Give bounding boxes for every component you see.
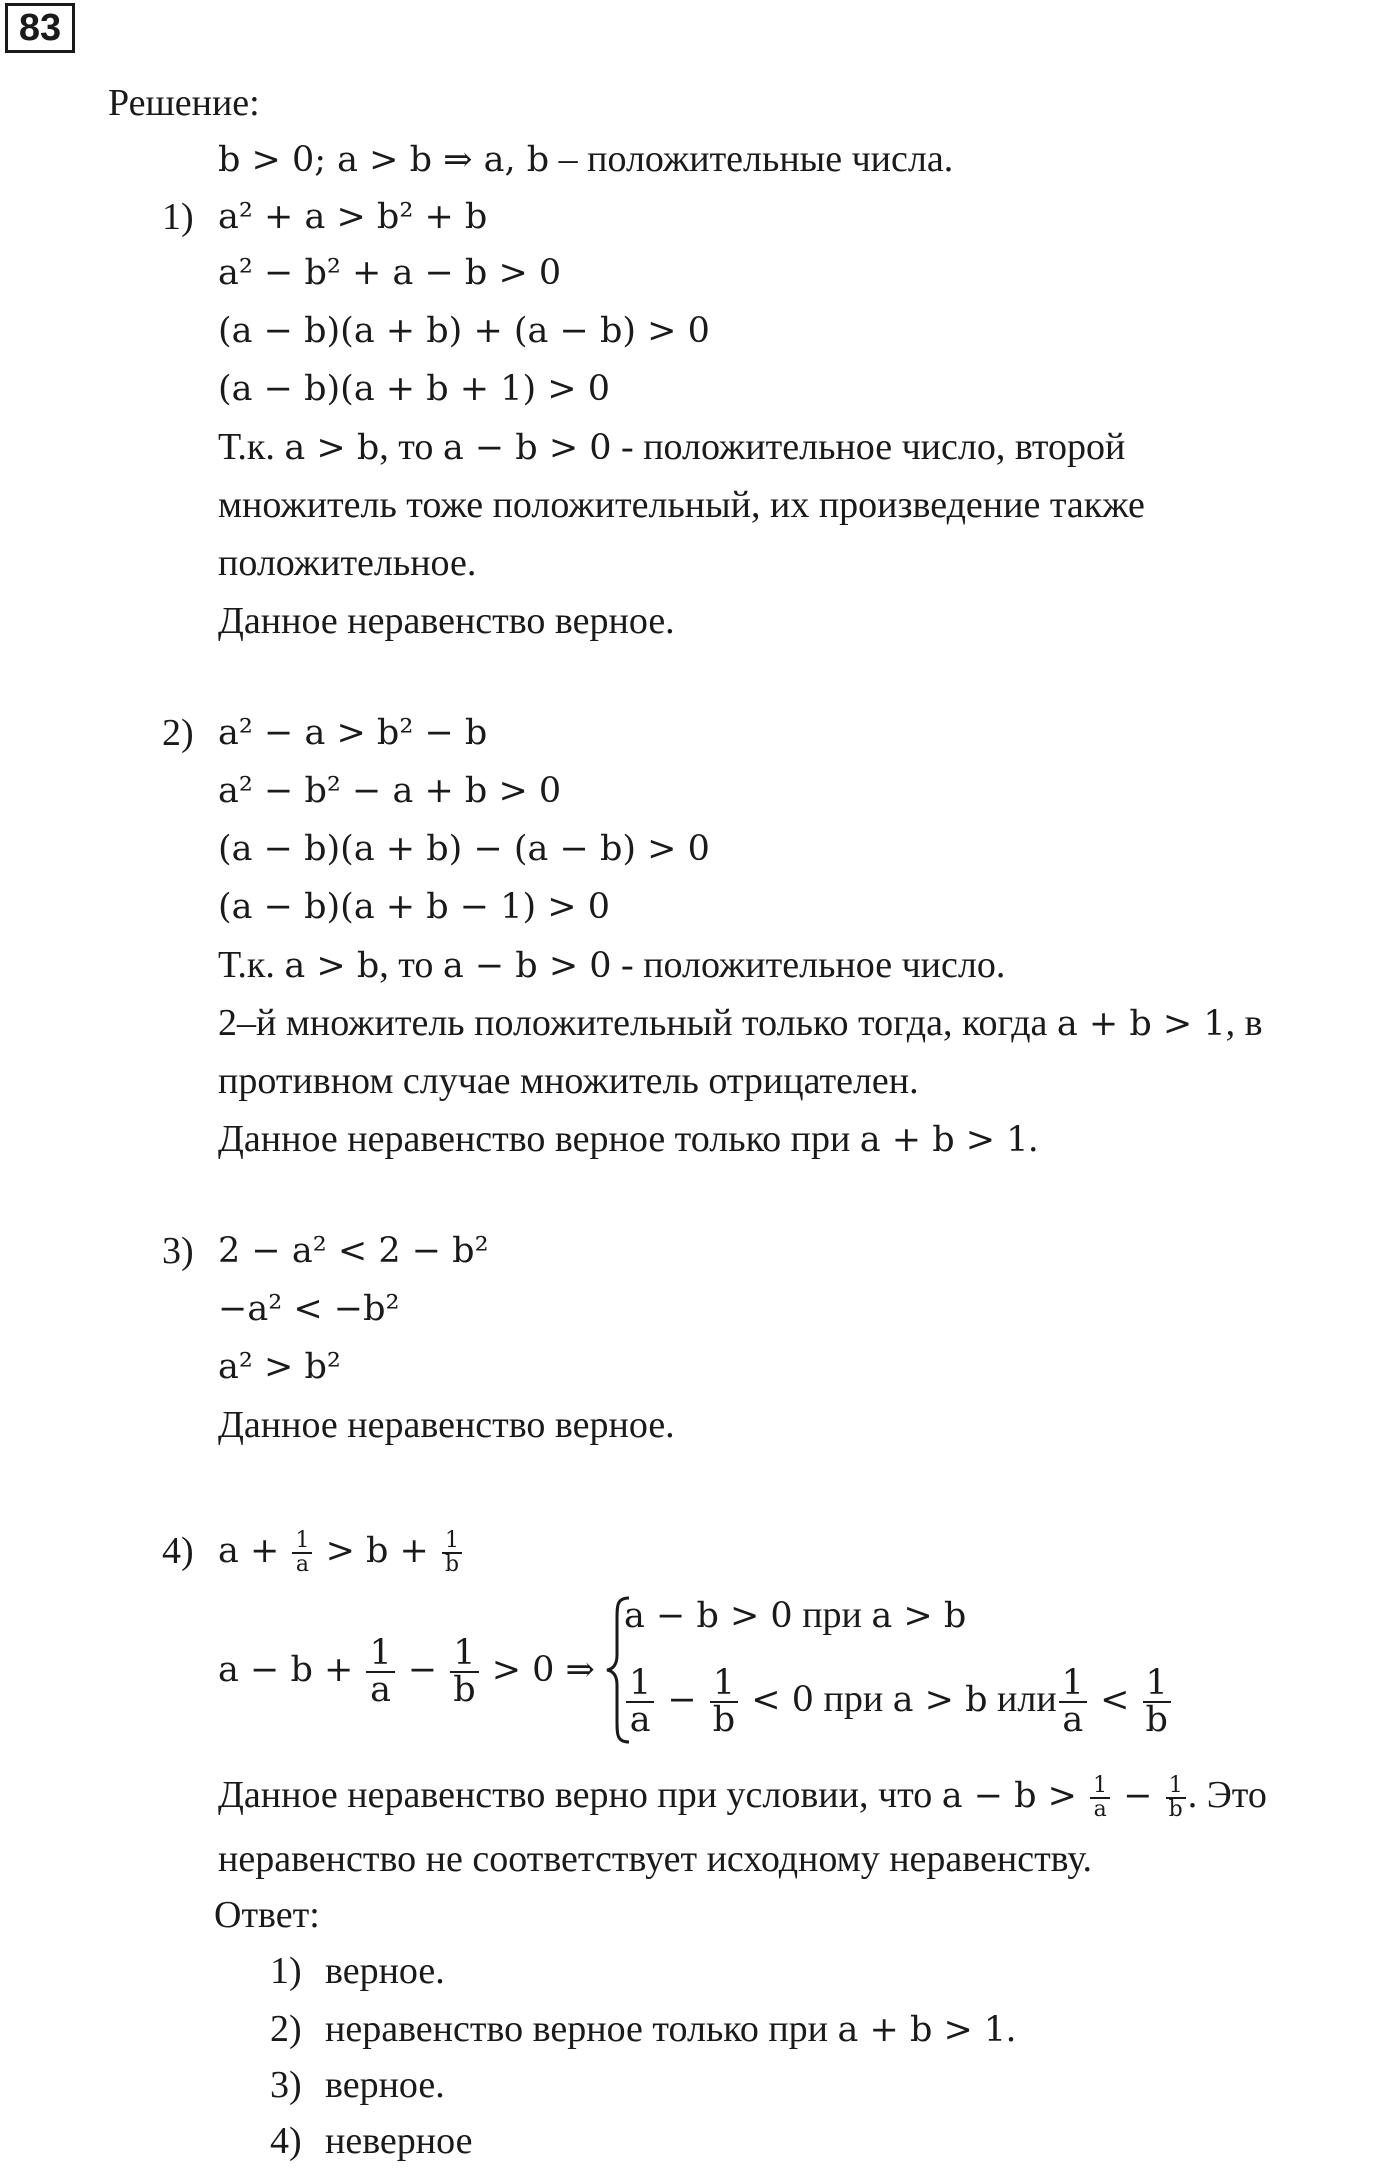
numerator: 1 [1090,1775,1110,1799]
part2-reason [218,942,1005,989]
part1-text: положительное. [218,542,477,584]
part4-text: неравенство не соответствует исходному неравенству. [218,1838,1093,1880]
fraction [442,1527,462,1577]
numerator: 1 [450,1636,478,1673]
math-text: > 0 ⇒ [480,1650,595,1690]
conclusion-text: . Это [1187,1774,1267,1816]
condition-math: b > 0; a > b ⇒ a, b [218,140,550,180]
system-text: при [814,1678,893,1720]
fraction [292,1527,312,1577]
math-text: a − b + [218,1650,365,1690]
conclusion-text: Данное неравенство верно при условии, что [218,1774,942,1816]
part1-number: 1) [162,196,194,238]
answer-number: 3) [270,2064,302,2106]
part1-step: a² + a > b² + b [218,197,488,237]
second-factor-math: a + b > 1 [1056,1004,1226,1044]
numerator: 1 [710,1666,738,1703]
condition-line [218,136,953,183]
answer-text: неравенство верное только при [325,2008,838,2050]
fraction [366,1632,394,1710]
system-row-2 [624,1654,1173,1745]
system-row-1 [624,1592,966,1639]
answer-item: верное. [325,2064,445,2106]
fraction [1059,1662,1087,1740]
part4-inequality [218,1518,464,1584]
math-text: a − b > 0 [624,1596,793,1636]
answer-title: Ответ: [214,1894,320,1936]
system-text: или [987,1678,1057,1720]
part3-step: a² > b² [218,1347,341,1387]
system-text: при [792,1594,872,1636]
conclusion-math: a − b > [941,1776,1089,1816]
answer-item: неверное [325,2120,473,2162]
reason-text: Т.к. [218,426,285,468]
reason-text: - положительное число. [611,944,1006,986]
answer-item: верное. [325,1950,445,1992]
numerator: 1 [1166,1775,1186,1799]
answer-math: a + b > 1 [837,2010,1007,2050]
reason-text: , то [379,426,443,468]
part3-number: 3) [162,1230,194,1272]
conclusion-text: . [1028,1118,1038,1160]
denominator: b [444,1551,460,1577]
part2-step: (a − b)(a + b − 1) > 0 [218,887,611,927]
part4-conclusion [218,1762,1267,1829]
fraction [710,1662,738,1740]
reason-text: - положительное число, второй [611,426,1126,468]
part2-second-factor [218,1000,1263,1047]
math-text: < 0 [740,1680,814,1720]
denominator: b [453,1669,476,1710]
second-factor-text: 2–й множитель положительный только тогда, когда [218,1002,1057,1044]
part1-conclusion: Данное неравенство верное. [218,600,675,642]
part3-step: −a² < −b² [218,1289,400,1329]
denominator: a [629,1699,651,1740]
part4-transform [218,1625,595,1715]
part2-text: противном случае множитель отрицателен. [218,1060,919,1102]
part2-conclusion [218,1116,1038,1163]
part1-reason [218,424,1125,471]
conclusion-math: − [1112,1776,1164,1816]
fraction [1166,1775,1186,1821]
answer-number: 4) [270,2120,302,2162]
conclusion-math: a + b > 1 [859,1120,1029,1160]
part1-step: (a − b)(a + b + 1) > 0 [218,369,611,409]
numerator: 1 [366,1636,394,1673]
part3-step: 2 − a² < 2 − b² [218,1231,489,1271]
fraction [1143,1662,1171,1740]
part1-text: множитель тоже положительный, их произведение также [218,484,1145,526]
answer-text: . [1006,2008,1016,2050]
math-text: − [396,1650,449,1690]
denominator: a [370,1669,392,1710]
part3-conclusion: Данное неравенство верное. [218,1404,675,1446]
part1-step: (a − b)(a + b) + (a − b) > 0 [218,311,710,351]
reason-math: a > b [284,946,380,986]
denominator: a [295,1551,310,1577]
denominator: b [1168,1797,1183,1823]
fraction [450,1632,478,1710]
reason-math: a − b > 0 [442,428,612,468]
numerator: 1 [442,1530,462,1554]
part2-step: a² − b² − a + b > 0 [218,771,562,811]
denominator: b [712,1699,736,1740]
condition-text: – положительные числа. [549,138,954,180]
math-text: a > b [871,1596,967,1636]
fraction [626,1662,654,1740]
second-factor-text: , в [1225,1002,1263,1044]
part2-step: a² − a > b² − b [218,713,488,753]
fraction [1090,1775,1110,1821]
part2-step: (a − b)(a + b) − (a − b) > 0 [218,829,710,869]
task-number-badge: 83 [5,3,75,53]
math-text: a > b [892,1680,988,1720]
answer-number: 1) [270,1950,302,1992]
answer-item [325,2006,1016,2053]
math-text: − [656,1680,708,1720]
numerator: 1 [292,1530,312,1554]
part1-step: a² − b² + a − b > 0 [218,253,562,293]
denominator: a [1093,1797,1107,1823]
reason-text: , то [379,944,443,986]
denominator: a [1062,1699,1084,1740]
conclusion-text: Данное неравенство верное только при [218,1118,860,1160]
part2-number: 2) [162,712,194,754]
math-text: a + [218,1531,291,1571]
denominator: b [1145,1699,1168,1740]
part4-number: 4) [162,1530,194,1572]
numerator: 1 [1143,1666,1171,1703]
numerator: 1 [626,1666,654,1703]
math-text: > b + [314,1531,441,1571]
math-text: < [1088,1680,1141,1720]
reason-text: Т.к. [218,944,285,986]
answer-number: 2) [270,2008,302,2050]
reason-math: a − b > 0 [442,946,612,986]
reason-math: a > b [284,428,380,468]
numerator: 1 [1059,1666,1087,1703]
solution-title: Решение: [108,82,260,124]
